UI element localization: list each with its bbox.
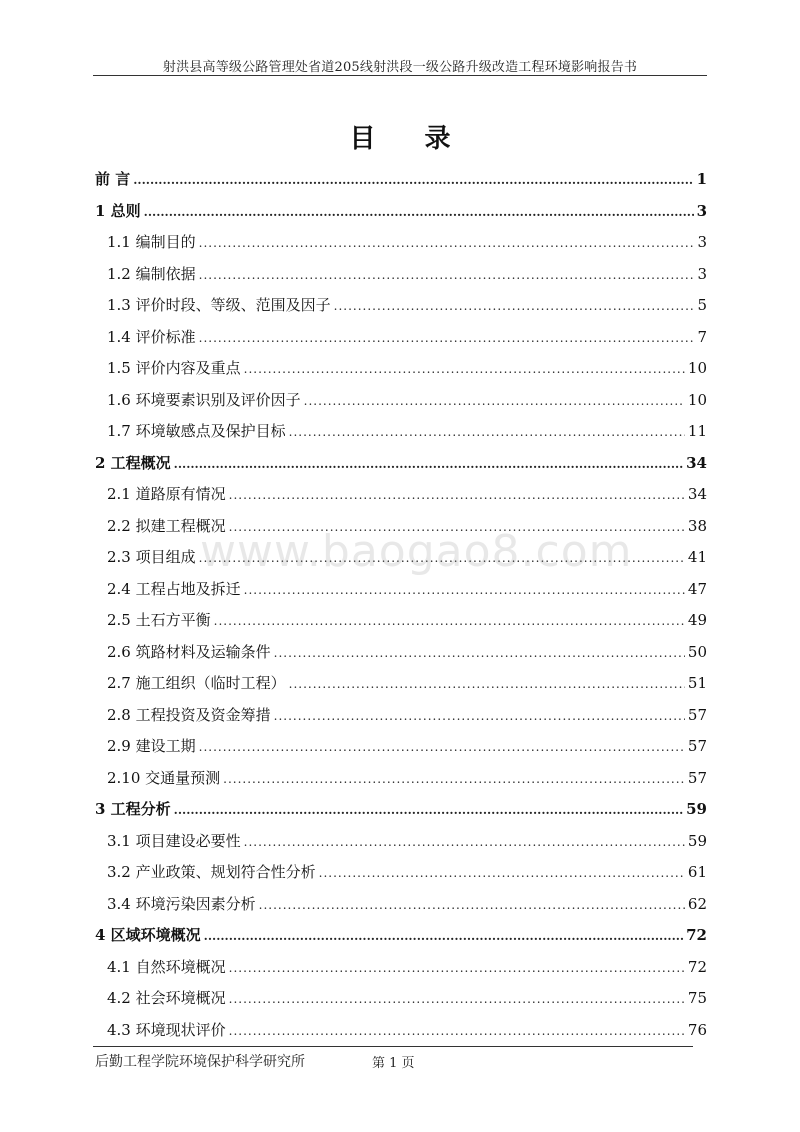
toc-section-entry[interactable] xyxy=(95,668,707,700)
header-divider xyxy=(93,75,707,76)
toc-entry-page: 72 xyxy=(686,926,707,944)
toc-chapter-entry[interactable] xyxy=(95,448,707,480)
toc-section-entry[interactable] xyxy=(95,227,707,259)
toc-section-entry[interactable] xyxy=(95,574,707,606)
toc-entry-page: 38 xyxy=(687,516,707,535)
watermark: www.baogao8.com xyxy=(200,526,633,577)
toc-dot-leader xyxy=(199,543,685,575)
toc-dot-leader xyxy=(199,732,685,764)
toc-dot-leader xyxy=(174,795,683,827)
toc-dot-leader xyxy=(244,827,685,859)
toc-entry-page: 3 xyxy=(697,233,707,251)
toc-dot-leader xyxy=(144,197,694,229)
toc-section-entry[interactable] xyxy=(95,763,707,795)
toc-entry-label: 2.4 工程占地及拆迁 xyxy=(107,579,241,598)
toc-entry-label: 1.2 编制依据 xyxy=(107,264,196,283)
toc-section-entry[interactable] xyxy=(95,889,707,921)
toc-entry-page: 57 xyxy=(687,705,707,724)
toc-entry-page: 5 xyxy=(697,296,707,314)
toc-section-entry[interactable] xyxy=(95,259,707,291)
toc-section-entry[interactable] xyxy=(95,511,707,543)
footer-divider xyxy=(93,1046,693,1047)
toc-dot-leader xyxy=(204,921,683,953)
footer-page-number: 第 1 页 xyxy=(372,1056,415,1071)
toc-entry-label: 2.5 土石方平衡 xyxy=(107,611,211,629)
toc-entry-page: 1 xyxy=(696,170,707,188)
toc-entry-label: 3.4 环境污染因素分析 xyxy=(107,894,256,913)
toc-entry-label: 2.2 拟建工程概况 xyxy=(107,516,226,535)
toc-entry-label: 1.6 环境要素识别及评价因子 xyxy=(107,390,301,409)
toc-entry-label: 4.2 社会环境概况 xyxy=(107,989,226,1007)
toc-dot-leader xyxy=(274,701,685,733)
toc-entry-label: 前 言 xyxy=(95,170,131,188)
toc-dot-leader xyxy=(223,764,685,796)
toc-dot-leader xyxy=(229,953,685,985)
toc-entry-label: 1 总则 xyxy=(95,201,141,220)
toc-section-entry[interactable] xyxy=(95,385,707,417)
toc-entry-page: 7 xyxy=(697,327,707,346)
toc-entry-page: 51 xyxy=(687,674,707,692)
toc-entry-label: 2 工程概况 xyxy=(95,453,171,472)
toc-dot-leader xyxy=(289,417,685,449)
toc-section-entry[interactable] xyxy=(95,952,707,984)
toc-entry-page: 34 xyxy=(687,485,707,503)
toc-entry-page: 75 xyxy=(687,989,707,1007)
toc-entry-page: 72 xyxy=(687,957,707,976)
toc-section-entry[interactable] xyxy=(95,1015,707,1047)
toc-entry-page: 61 xyxy=(687,863,707,881)
toc-section-entry[interactable] xyxy=(95,605,707,637)
toc-entry-page: 49 xyxy=(687,611,707,629)
toc-dot-leader xyxy=(229,512,685,544)
toc-section-entry[interactable] xyxy=(95,353,707,385)
toc-dot-leader xyxy=(244,354,685,386)
toc-section-entry[interactable] xyxy=(95,826,707,858)
toc-entry-page: 41 xyxy=(687,548,707,566)
toc-dot-leader xyxy=(199,323,694,355)
toc-entry-label: 3.1 项目建设必要性 xyxy=(107,831,241,850)
toc-chapter-entry[interactable] xyxy=(95,196,707,228)
toc-entry-page: 10 xyxy=(687,359,707,377)
toc-dot-leader xyxy=(199,228,694,260)
toc-dot-leader xyxy=(229,1016,685,1048)
toc-dot-leader xyxy=(289,669,685,701)
toc-section-entry[interactable] xyxy=(95,857,707,889)
toc-entry-label: 2.8 工程投资及资金筹措 xyxy=(107,705,271,724)
toc-chapter-entry[interactable] xyxy=(95,794,707,826)
toc-entry-page: 47 xyxy=(687,579,707,598)
toc-entry-page: 10 xyxy=(687,390,707,409)
toc-entry-label: 4.1 自然环境概况 xyxy=(107,957,226,976)
toc-entry-page: 3 xyxy=(697,264,707,283)
toc-entry-label: 2.9 建设工期 xyxy=(107,737,196,755)
table-of-contents xyxy=(95,164,707,1046)
toc-entry-label: 4.3 环境现状评价 xyxy=(107,1020,226,1039)
toc-section-entry[interactable] xyxy=(95,731,707,763)
toc-dot-leader xyxy=(214,606,685,638)
toc-dot-leader xyxy=(133,165,693,197)
toc-dot-leader xyxy=(244,575,685,607)
page-title: 目 录 xyxy=(349,124,471,154)
toc-section-entry[interactable] xyxy=(95,416,707,448)
toc-entry-label: 2.7 施工组织（临时工程） xyxy=(107,674,286,692)
toc-entry-page: 57 xyxy=(687,737,707,755)
toc-entry-page: 76 xyxy=(687,1020,707,1039)
toc-entry-label: 3 工程分析 xyxy=(95,800,171,818)
toc-entry-page: 57 xyxy=(687,768,707,787)
toc-entry-label: 2.3 项目组成 xyxy=(107,548,196,566)
toc-dot-leader xyxy=(259,890,685,922)
toc-entry-page: 11 xyxy=(687,422,707,440)
toc-entry-label: 2.6 筑路材料及运输条件 xyxy=(107,642,271,661)
toc-entry-label: 1.4 评价标准 xyxy=(107,327,196,346)
toc-entry-page: 50 xyxy=(687,642,707,661)
running-header: 射洪县高等级公路管理处省道205线射洪段一级公路升级改造工程环境影响报告书 xyxy=(162,60,638,75)
toc-section-entry[interactable] xyxy=(95,700,707,732)
toc-entry-page: 59 xyxy=(686,800,707,818)
toc-entry-page: 62 xyxy=(687,894,707,913)
toc-dot-leader xyxy=(334,291,694,323)
toc-dot-leader xyxy=(229,984,685,1016)
footer-organization: 后勤工程学院环境保护科学研究所 xyxy=(95,1054,305,1070)
toc-entry-page: 34 xyxy=(686,453,707,472)
toc-chapter-entry[interactable] xyxy=(95,164,707,196)
toc-entry-label: 4 区域环境概况 xyxy=(95,926,201,944)
toc-dot-leader xyxy=(199,260,694,292)
toc-dot-leader xyxy=(229,480,685,512)
toc-chapter-entry[interactable] xyxy=(95,920,707,952)
toc-entry-label: 2.1 道路原有情况 xyxy=(107,485,226,503)
toc-section-entry[interactable] xyxy=(95,983,707,1015)
toc-entry-label: 1.5 评价内容及重点 xyxy=(107,359,241,377)
toc-entry-page: 59 xyxy=(687,831,707,850)
toc-section-entry[interactable] xyxy=(95,322,707,354)
toc-dot-leader xyxy=(319,858,685,890)
toc-dot-leader xyxy=(274,638,685,670)
toc-entry-label: 3.2 产业政策、规划符合性分析 xyxy=(107,863,316,881)
toc-entry-label: 1.3 评价时段、等级、范围及因子 xyxy=(107,296,331,314)
toc-entry-label: 2.10 交通量预测 xyxy=(107,768,221,787)
toc-entry-label: 1.1 编制目的 xyxy=(107,233,196,251)
toc-entry-page: 3 xyxy=(696,201,707,220)
toc-section-entry[interactable] xyxy=(95,542,707,574)
toc-entry-label: 1.7 环境敏感点及保护目标 xyxy=(107,422,286,440)
toc-dot-leader xyxy=(174,449,683,481)
toc-dot-leader xyxy=(304,386,685,418)
toc-section-entry[interactable] xyxy=(95,290,707,322)
toc-section-entry[interactable] xyxy=(95,479,707,511)
toc-section-entry[interactable] xyxy=(95,637,707,669)
